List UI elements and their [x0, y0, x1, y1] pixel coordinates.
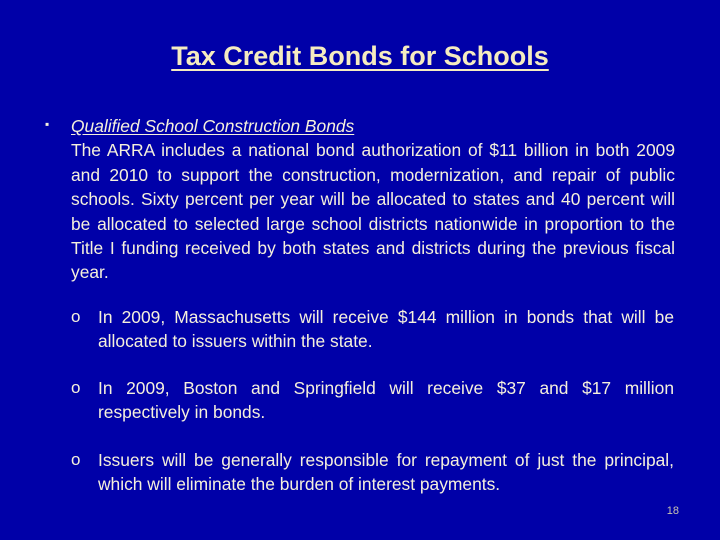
sub-bullet-item-2 — [71, 376, 674, 425]
hollow-circle-bullet-icon: o — [71, 378, 81, 397]
main-body: The ARRA includes a national bond authorization of $11 billion in both 2009 and 2010 to support the construction, modernization, and repair of public schools. Sixty percent per year will be allocated to states and 40 percent will be allocated to selected large school districts nationwide in proportion to the Title I funding received by both states and districts during the previous fiscal year. — [71, 140, 675, 283]
sub-bullet-text: In 2009, Massachusetts will receive $144 million in bonds that will be allocated to issuers within the state. — [98, 307, 674, 352]
sub-bullet-item-1 — [71, 305, 674, 354]
main-bullet-text — [71, 114, 675, 285]
sub-bullet-text: Issuers will be generally responsible for repayment of just the principal, which will eliminate the burden of interest payments. — [98, 450, 674, 495]
main-bullet-block — [45, 114, 675, 285]
hollow-circle-bullet-icon: o — [71, 307, 81, 326]
slide-title: Tax Credit Bonds for Schools — [171, 41, 549, 71]
square-bullet-icon: ▪ — [45, 117, 50, 131]
main-heading: Qualified School Construction Bonds — [71, 116, 355, 136]
sub-bullet-item-3 — [71, 448, 674, 497]
hollow-circle-bullet-icon: o — [71, 450, 81, 469]
page-number: 18 — [666, 505, 679, 517]
sub-bullet-text: In 2009, Boston and Springfield will receive $37 and $17 million respectively in bonds. — [98, 378, 674, 423]
